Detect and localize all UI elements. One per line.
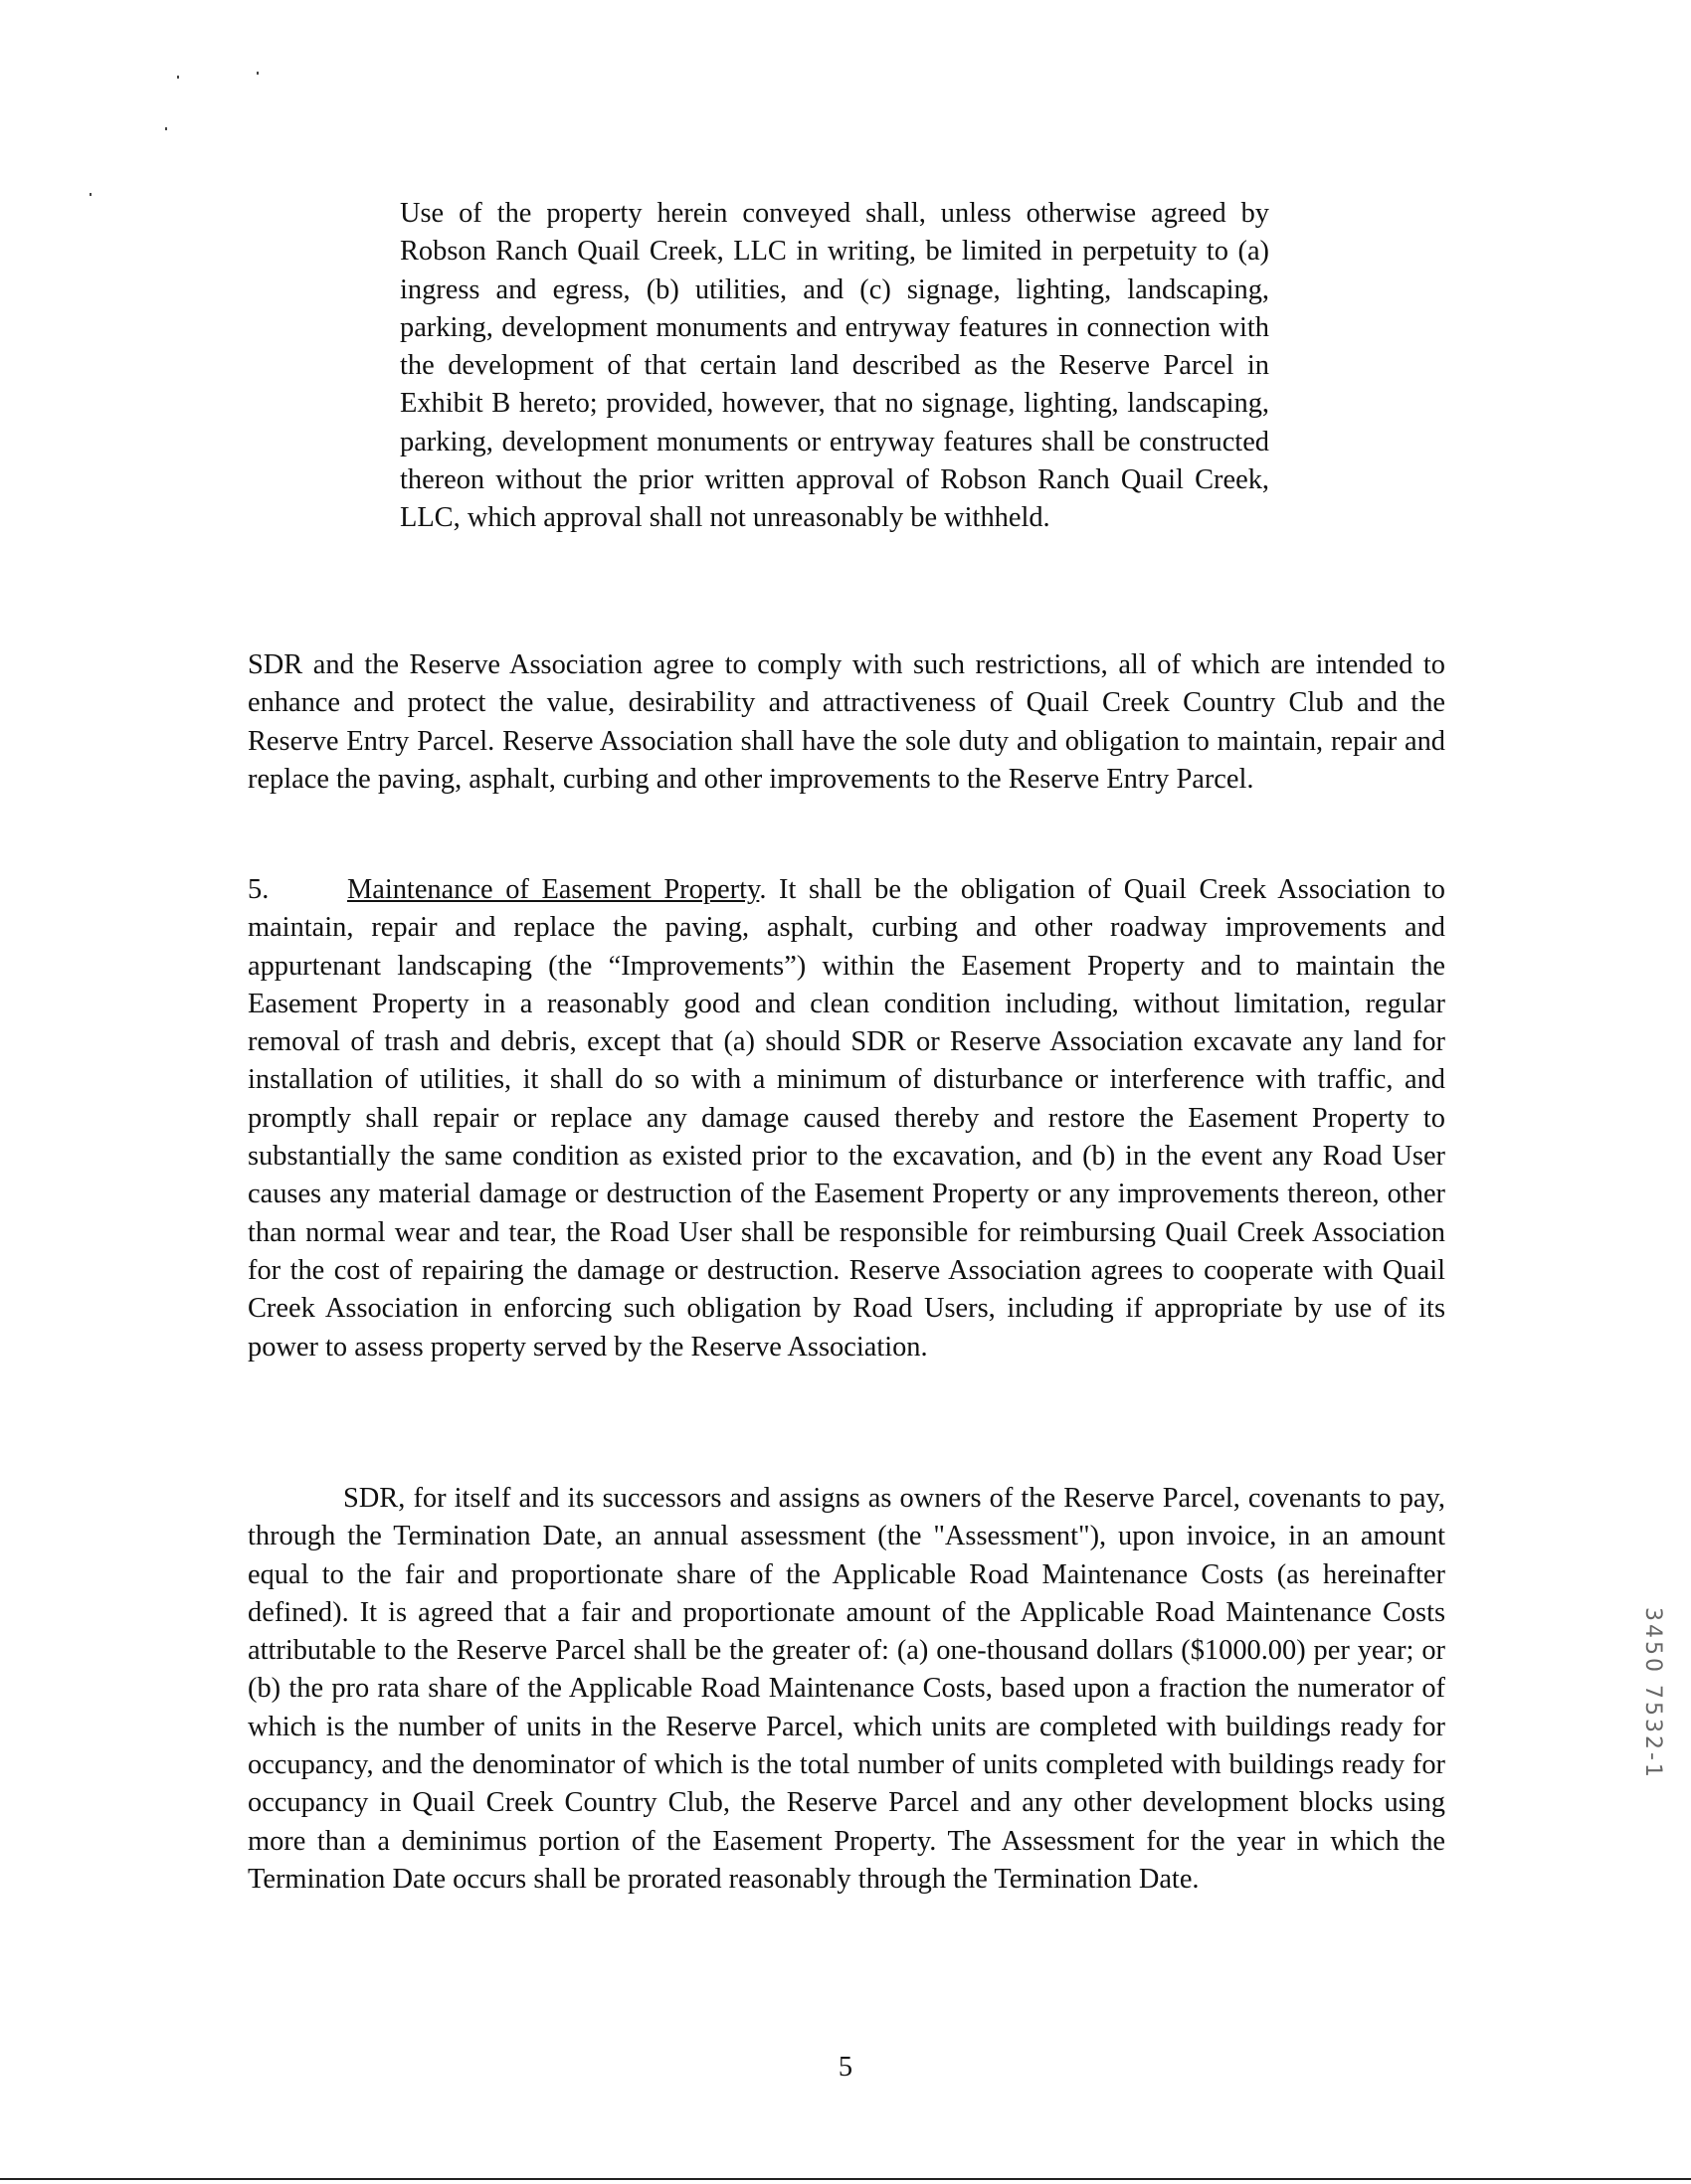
assessment-paragraph: SDR, for itself and its successors and assigns as owners of the Reserve Parcel, covenants to pay, through the Termination Date, an annual assessment (the "Assessment"), upon invoice, in an amount equal to the fair and proportionate share of the Applicable Road Maintenance Costs (as hereinafter defined). It is agreed that a fair and proportionate amount of the Applicable Road Maintenance Costs attributable to the Reserve Parcel shall be the greater of: (a) one-thousand dollars ($1000.00) per year; or (b) the pro rata share of the Applicable Road Maintenance Costs, based upon a fraction the numerator of which is the number of units in the Reserve Parcel, which units are completed with buildings ready for occupancy, and the denominator of which is the total number of units completed with buildings ready for occupancy in Quail Creek Country Club, the Reserve Parcel and any other development blocks using more than a deminimus portion of the Easement Property. The Assessment for the year in which the Termination Date occurs shall be prorated reasonably through the Termination Date. [248, 1483, 1445, 1895]
scan-speck [90, 193, 92, 196]
section-number: 5. [248, 874, 270, 905]
compliance-paragraph: SDR and the Reserve Association agree to comply with such restrictions, all of which are intended to enhance and protect the value, desirability and attractiveness of Quail Creek Country Club and the Reserve Entry Parcel. Reserve Association shall have the sole duty and obligation to maintain, repair and replace the paving, asphalt, curbing and other improvements to the Reserve Entry Parcel. [248, 649, 1445, 795]
scan-speck [177, 76, 179, 79]
section-heading: Maintenance of Easement Property [347, 874, 760, 905]
section-5-paragraph [248, 871, 1445, 1366]
recording-stamp-text: 3450 7532-1 [1640, 1607, 1665, 1780]
restriction-quote-paragraph: Use of the property herein conveyed shall, unless otherwise agreed by Robson Ranch Quail Creek, LLC in writing, be limited in perpetuity to (a) ingress and egress, (b) utilities, and (c) signage, lighting, landscaping, parking, development monuments and entryway features in connection with the development of that certain land described as the Reserve Parcel in Exhibit B hereto; provided, however, that no signage, lighting, landscaping, parking, development monuments or entryway features shall be constructed thereon without the prior written approval of Robson Ranch Quail Creek, LLC, which approval shall not unreasonably be withheld. [400, 198, 1269, 534]
section-5-body: . It shall be the obligation of Quail Creek Association to maintain, repair and replace the paving, asphalt, curbing and other roadway improvements and appurtenant landscaping (the “Improvements”) within the Easement Property and to maintain the Easement Property in a reasonably good and clean condition including, without limitation, regular removal of trash and debris, except that (a) should SDR or Reserve Association excavate any land for installation of utilities, it shall do so with a minimum of disturbance or interference with traffic, and promptly shall repair or replace any damage caused thereby and restore the Easement Property to substantially the same condition as existed prior to the excavation, and (b) in the event any Road User causes any material damage or destruction of the Easement Property or any improvements thereon, other than normal wear and tear, the Road User shall be responsible for reimbursing Quail Creek Association for the cost of repairing the damage or destruction. Reserve Association agrees to cooperate with Quail Creek Association in enforcing such obligation by Road Users, including if appropriate by use of its power to assess property served by the Reserve Association. [248, 874, 1445, 1363]
scan-edge-line [0, 2178, 1691, 2180]
scan-speck [165, 127, 167, 130]
scan-speck [257, 72, 259, 75]
recording-stamp [1631, 1607, 1671, 1925]
page-number: 5 [838, 2052, 853, 2083]
